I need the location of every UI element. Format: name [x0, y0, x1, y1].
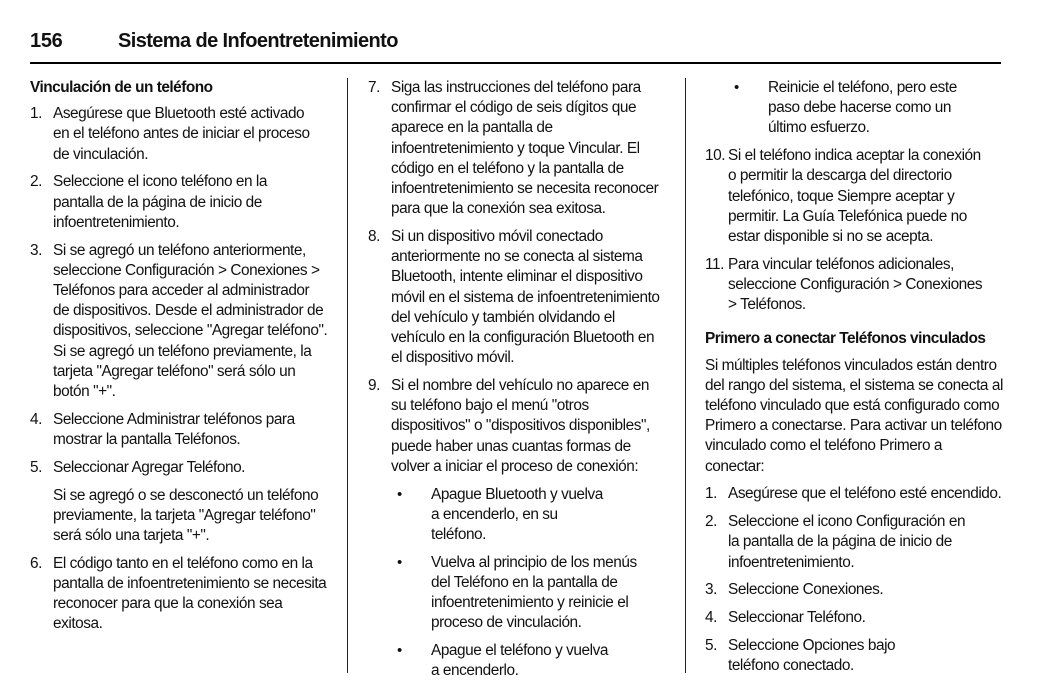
step-text: Siga las instrucciones del teléfono para confirmar el código de seis dígitos que aparece en la pantalla de infoentretenimiento y toque Vincular. El código en el teléfono y la pantalla de infoentretenimiento se necesita reconocer para que la conexión sea exitosa. [391, 79, 659, 218]
step-text: Si un dispositivo móvil conectado anteriormente no se conecta al sistema Bluetooth, intente eliminar el dispositivo móvil en el sistema de infoentretenimiento del vehículo y también olvidando el vehículo en la configuración Bluetooth en el dispositivo móvil. [391, 228, 660, 367]
bullet-dot: • [397, 485, 402, 503]
step-text: Seleccione Administrar teléfonos para mostrar la pantalla Teléfonos. [53, 410, 295, 449]
bullet-item [368, 553, 646, 634]
column-1 [30, 78, 330, 642]
step-item [368, 376, 666, 477]
step-item [30, 172, 291, 233]
step-text: Asegúrese que Bluetooth esté activado en el teléfono antes de iniciar el proceso de vinculación. [53, 105, 310, 163]
step-item [30, 241, 329, 403]
bullet-text: Vuelva al principio de los menús del Teléfono en la pantalla de infoentretenimiento y reinicie el proceso de vinculación. [431, 553, 637, 632]
step-number: 3. [705, 581, 717, 599]
step-number: 2. [705, 513, 717, 531]
bullet-item [705, 78, 961, 139]
column-divider-2 [685, 78, 686, 673]
bullet-text: Apague Bluetooth y vuelva a encenderlo, en su teléfono. [431, 485, 603, 544]
step-number: 8. [368, 228, 380, 246]
step-item [30, 104, 315, 165]
bullet-dot: • [397, 553, 402, 571]
step-item [30, 410, 315, 450]
step-number: 4. [705, 609, 717, 627]
column-3 [705, 78, 1003, 684]
step-item [705, 636, 913, 676]
bullet-text: Reinicie el teléfono, pero este paso debe hacerse como un último esfuerzo. [768, 79, 957, 137]
step-number: 9. [368, 377, 380, 395]
step-item [30, 554, 329, 635]
step-number: 1. [705, 485, 717, 503]
step-text: Si el nombre del vehículo no aparece en su teléfono bajo el menú "otros dispositivos" o "dispositivos disponibles", puede haber unas cuantas formas de volver a iniciar el proceso de conexión: [391, 377, 650, 475]
step-number: 5. [30, 458, 42, 476]
page-title: Sistema de Infoentretenimiento [118, 30, 398, 52]
step-item [368, 78, 666, 219]
step-text: Seleccione el icono teléfono en la pantalla de la página de inicio de infoentretenimiento. [53, 173, 268, 231]
step-item [705, 484, 1018, 504]
step-item [705, 608, 990, 628]
step-number: 11. [705, 255, 724, 273]
bullet-dot: • [397, 642, 402, 660]
body-paragraph: Si múltiples teléfonos vinculados están dentro del rango del sistema, el sistema se conecta al teléfono vinculado que está configurado como Primero a conectarse. Para activar un teléfono vinculado como el teléfono Primero a conectar: [705, 356, 1003, 475]
step-text: Seleccione Opciones bajo teléfono conectado. [728, 637, 896, 675]
step-number: 4. [30, 410, 42, 428]
step-number: 2. [30, 173, 42, 191]
step-number: 6. [30, 554, 42, 572]
bullet-text: Apague el teléfono y vuelva a encenderlo. [431, 642, 608, 680]
step-text: Asegúrese que el teléfono esté encendido. [728, 485, 1002, 503]
bullet-item [368, 641, 613, 681]
step-item [368, 227, 666, 368]
step-text: Si se agregó un teléfono anteriormente, seleccione Configuración > Conexiones > Teléfonos para acceder al administrador de dispositivos. Desde el administrador de dispositivos, seleccione "Agregar teléfono". Si se agregó un teléfono previamente, la tarjeta "Agregar teléfono" será sólo un botón "+". [53, 241, 328, 401]
step-item [705, 512, 978, 573]
step-text: Para vincular teléfonos adicionales, seleccione Configuración > Conexiones > Teléfonos. [728, 255, 983, 314]
step-text: El código tanto en el teléfono como en la pantalla de infoentretenimiento se necesita reconocer para que la conexión sea exitosa. [53, 554, 327, 633]
bullet-dot: • [734, 79, 739, 96]
step-item [705, 255, 990, 316]
step-number: 5. [705, 637, 717, 655]
column-divider-1 [347, 78, 348, 673]
section-heading-first-to-connect: Primero a conectar Teléfonos vinculados [705, 330, 986, 348]
page-header [30, 28, 1001, 64]
step-number: 1. [30, 105, 42, 123]
column-2 [368, 78, 666, 689]
step-item [705, 146, 990, 247]
page-number: 156 [30, 30, 63, 52]
step-item [30, 458, 315, 478]
step-item [705, 580, 990, 600]
step-text: Seleccionar Agregar Teléfono. [53, 458, 246, 476]
step-text: Seleccione el icono Configuración en la pantalla de la página de inicio de infoentretenimiento. [728, 513, 966, 571]
section-heading-pairing: Vinculación de un teléfono [30, 79, 213, 96]
step-text: Si el teléfono indica aceptar la conexión o permitir la descarga del directorio telefónico, toque Siempre aceptar y permitir. La Guía Telefónica puede no estar disponible si no se acepta. [728, 147, 981, 246]
bullet-item [368, 485, 611, 546]
step-note: Si se agregó o se desconectó un teléfono previamente, la tarjeta "Agregar teléfono" será sólo una tarjeta "+". [53, 486, 319, 545]
step-number: 3. [30, 241, 42, 259]
step-number: 7. [368, 79, 380, 96]
step-text: Seleccione Conexiones. [728, 581, 884, 599]
step-number: 10. [705, 147, 726, 165]
step-text: Seleccionar Teléfono. [728, 609, 866, 627]
